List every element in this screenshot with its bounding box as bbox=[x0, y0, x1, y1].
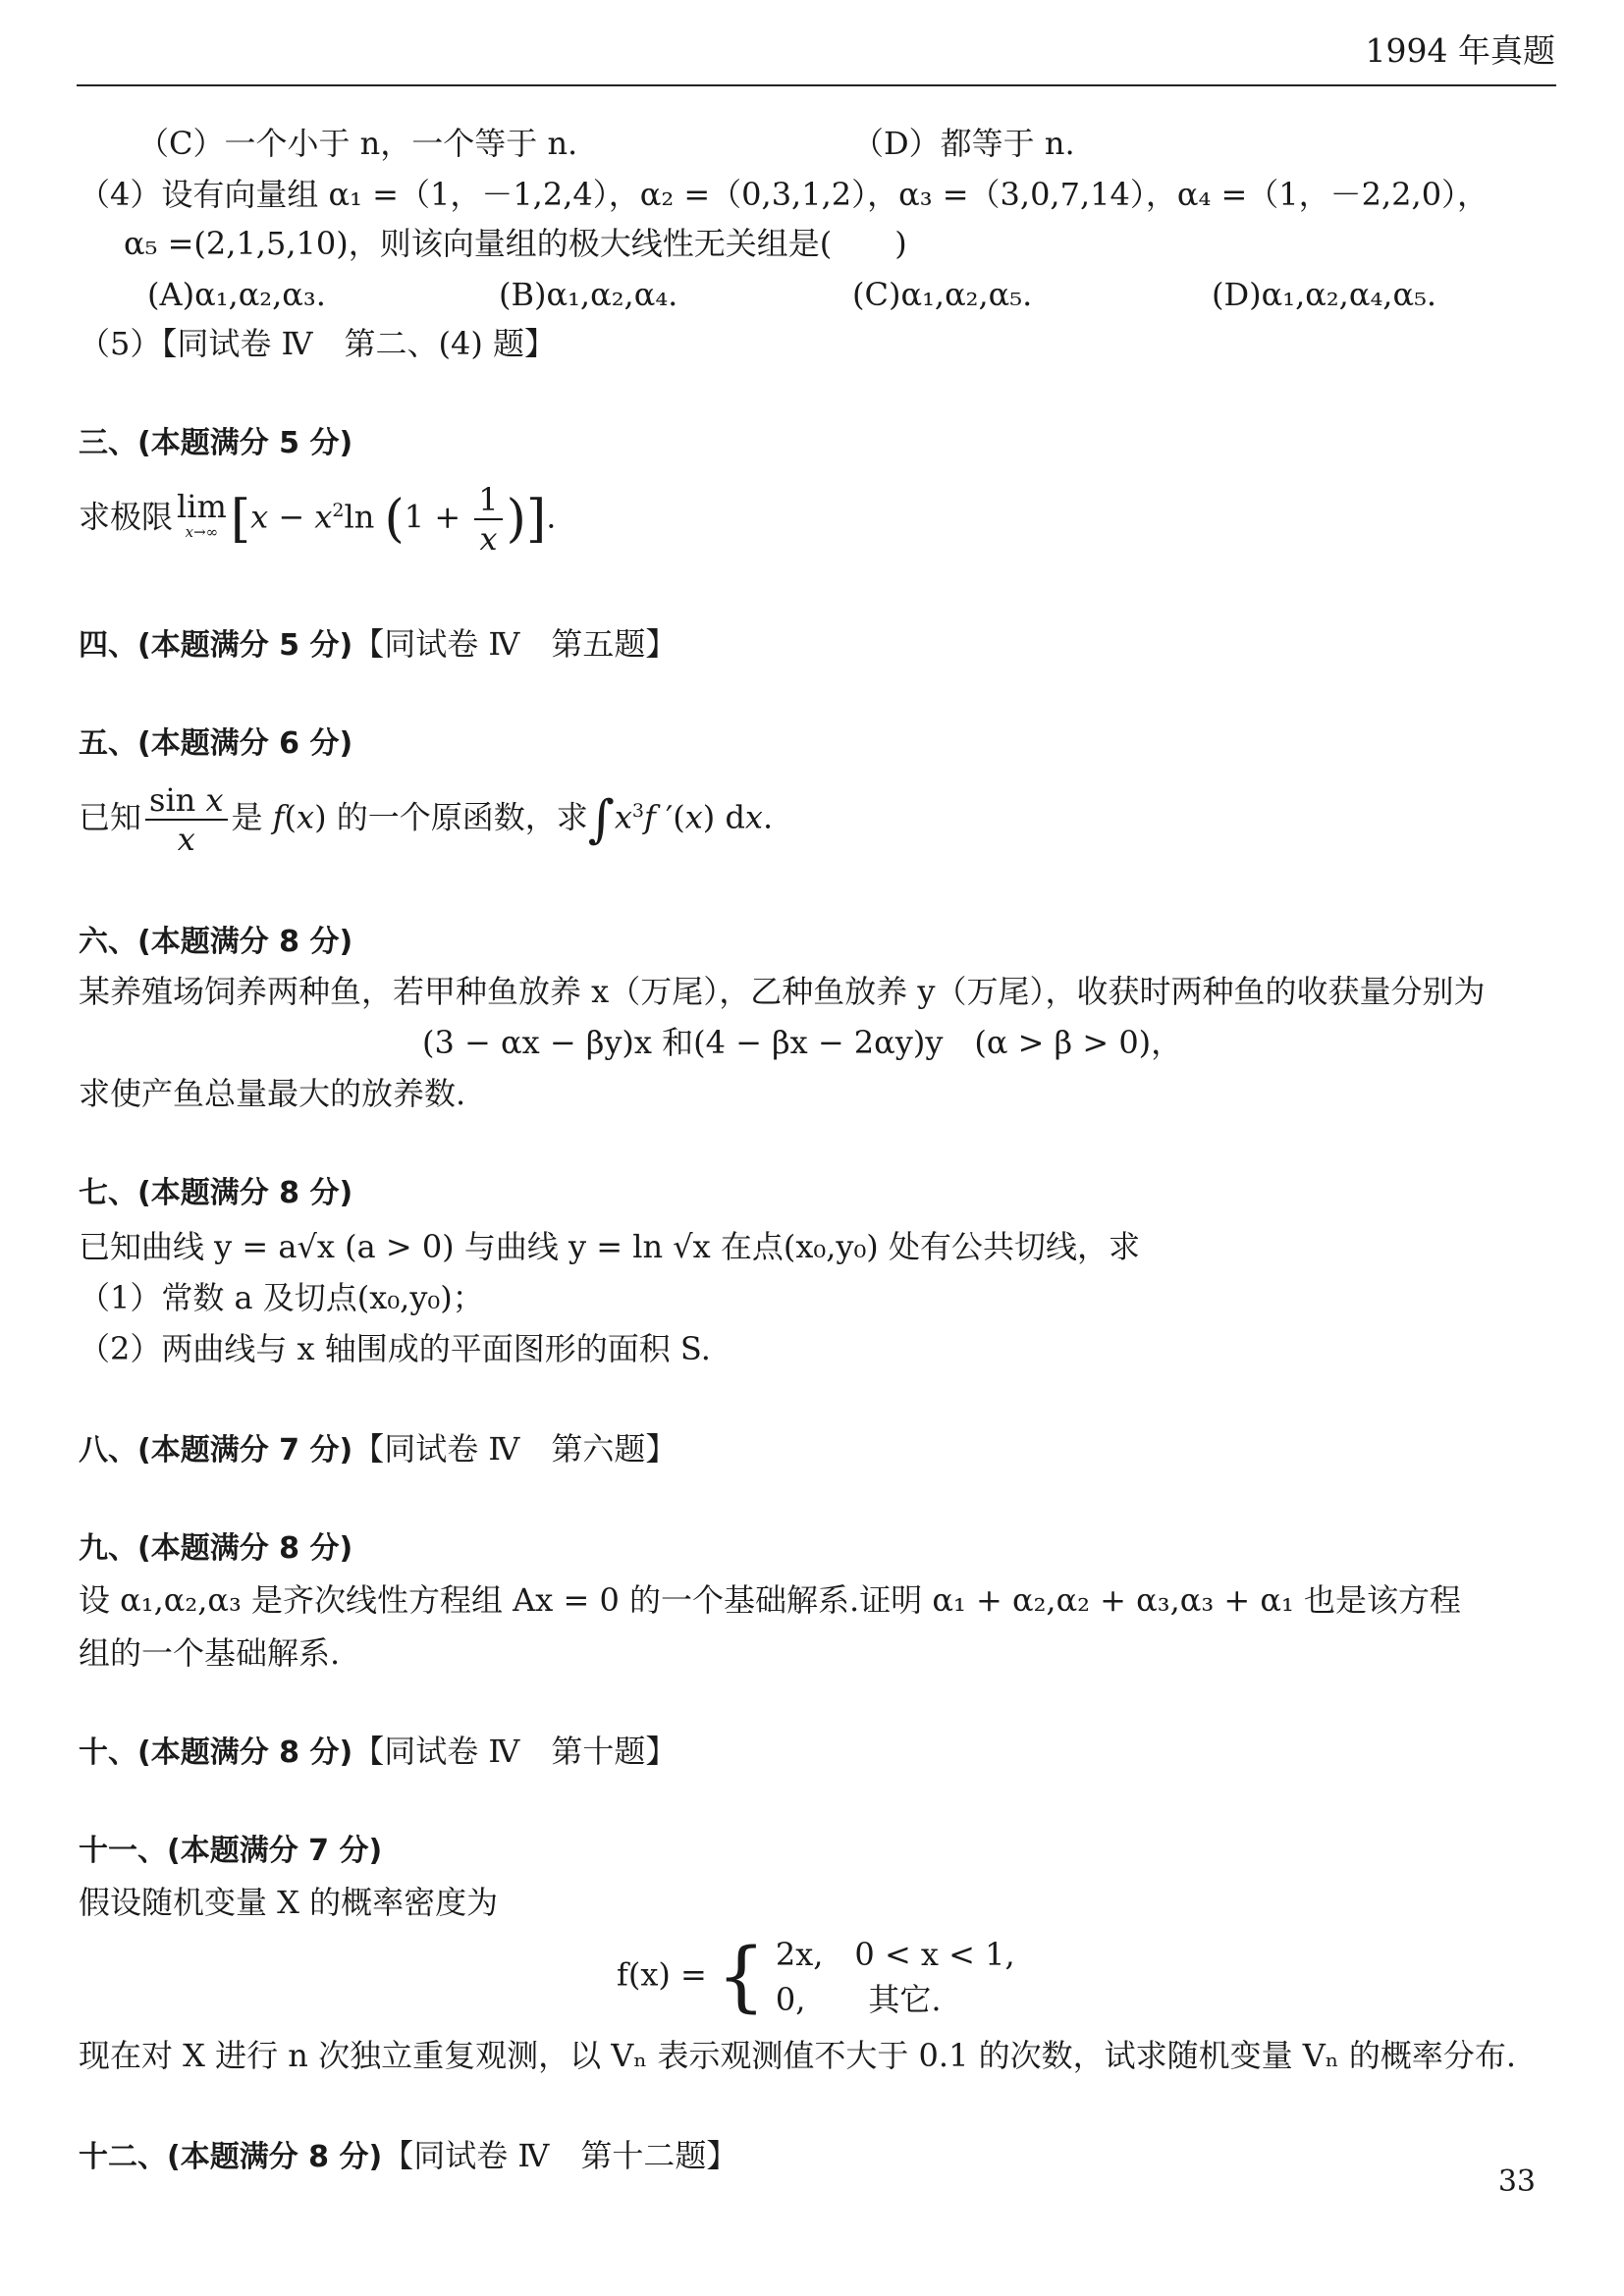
q4-line-1: （4）设有向量组 α₁ =（1，－1,2,4），α₂ =（0,3,1,2），α₃ =（3,0,7,14），α₄ =（1，－2,2,0）， bbox=[79, 176, 1489, 213]
sec7-line-2: （1）常数 a 及切点(x₀,y₀)； bbox=[79, 1279, 484, 1316]
page-header-title: 1994 年真题 bbox=[1365, 31, 1555, 70]
sec12-note: 【同试卷 Ⅳ 第十二题】 bbox=[382, 2137, 738, 2174]
sec7-heading: 七、(本题满分 8 分) bbox=[79, 1176, 353, 1210]
density-case-1: 2x, 0 < x < 1, bbox=[775, 1936, 1015, 1973]
q5-reference: （5）【同试卷 Ⅳ 第二、(4) 题】 bbox=[79, 325, 557, 362]
sec10-note: 【同试卷 Ⅳ 第十题】 bbox=[352, 1733, 677, 1770]
q2-option-c: （C）一个小于 n，一个等于 n. bbox=[137, 125, 578, 162]
fraction-sinx-over-x: $\frac{\text{sin x}}{x}$ bbox=[145, 781, 227, 858]
sec6-line-1: 某养殖场饲养两种鱼，若甲种鱼放养 x（万尾），乙种鱼放养 y（万尾），收获时两种鱼的收获量分别为 bbox=[79, 973, 1486, 1010]
sec5-problem: 已知 $\frac{\text{sin x}}{x}$ 是 f(x) 的一个原函数，求$\int x^3f$ ′(x) dx. bbox=[79, 781, 774, 858]
left-brace: { bbox=[717, 1933, 766, 2021]
q4-line-2: α₅ =(2,1,5,10)，则该向量组的极大线性无关组是( ) bbox=[124, 225, 907, 262]
q4-option-a: (A)α₁,α₂,α₃. bbox=[147, 276, 326, 313]
q4-option-c: (C)α₁,α₂,α₅. bbox=[852, 276, 1033, 313]
sec5-heading: 五、(本题满分 6 分) bbox=[79, 726, 353, 761]
sec10-row bbox=[79, 1732, 677, 1773]
q4-option-b: (B)α₁,α₂,α₄. bbox=[499, 276, 678, 313]
sec4-heading: 四、(本题满分 5 分) bbox=[79, 628, 353, 663]
sec6-line-2: (3 − αx − βy)x 和(4 − βx − 2αy)y (α > β > 0)， bbox=[422, 1024, 1183, 1061]
density-left-side: f(x) = bbox=[617, 1955, 707, 1994]
limit-operator: lim x→∞ bbox=[177, 488, 227, 541]
fraction-one-over-x: $\frac{1}{x}$ bbox=[474, 481, 502, 558]
sec12-heading: 十二、(本题满分 8 分) bbox=[79, 2140, 383, 2174]
sec3-prefix: 求极限 bbox=[79, 498, 174, 536]
q4-option-d: (D)α₁,α₂,α₄,α₅. bbox=[1212, 276, 1437, 313]
density-case-2: 0, 其它. bbox=[775, 1981, 942, 2018]
sec9-heading: 九、(本题满分 8 分) bbox=[79, 1531, 353, 1566]
sec11-line-3: 现在对 X 进行 n 次独立重复观测，以 Vₙ 表示观测值不大于 0.1 的次数，试求随机变量 Vₙ 的概率分布. bbox=[79, 2037, 1517, 2074]
sec3-heading: 三、(本题满分 5 分) bbox=[79, 426, 353, 460]
sec8-heading: 八、(本题满分 7 分) bbox=[79, 1433, 353, 1468]
sec4-row bbox=[79, 624, 677, 666]
sec12-row bbox=[79, 2136, 737, 2177]
sec7-line-3: （2）两曲线与 x 轴围成的平面图形的面积 S. bbox=[79, 1330, 711, 1367]
sec8-note: 【同试卷 Ⅳ 第六题】 bbox=[352, 1430, 677, 1468]
piecewise-density bbox=[617, 1932, 1015, 2022]
sec4-note: 【同试卷 Ⅳ 第五题】 bbox=[352, 625, 677, 663]
header-rule bbox=[77, 84, 1556, 86]
sec7-line-1: 已知曲线 y = a√x (a > 0) 与曲线 y = ln √x 在点(x₀,y₀) 处有公共切线，求 bbox=[79, 1228, 1140, 1265]
sec9-line-2: 组的一个基础解系. bbox=[79, 1634, 341, 1672]
sec9-line-1: 设 α₁,α₂,α₃ 是齐次线性方程组 Ax = 0 的一个基础解系.证明 α₁ + α₂,α₂ + α₃,α₃ + α₁ 也是该方程 bbox=[79, 1581, 1461, 1619]
sec10-heading: 十、(本题满分 8 分) bbox=[79, 1735, 353, 1770]
sec11-heading: 十一、(本题满分 7 分) bbox=[79, 1834, 383, 1868]
sec11-line-1: 假设随机变量 X 的概率密度为 bbox=[79, 1884, 499, 1921]
sec6-heading: 六、(本题满分 8 分) bbox=[79, 925, 353, 959]
sec6-line-3: 求使产鱼总量最大的放养数. bbox=[79, 1075, 466, 1112]
sec3-problem: 求极限 lim x→∞ [$x - x^2\ln$ (1 + $\frac{1}{x}$ )]. bbox=[79, 481, 557, 558]
page-number: 33 bbox=[1497, 2164, 1536, 2199]
sec8-row bbox=[79, 1429, 677, 1470]
q2-option-d: （D）都等于 n. bbox=[852, 125, 1075, 162]
